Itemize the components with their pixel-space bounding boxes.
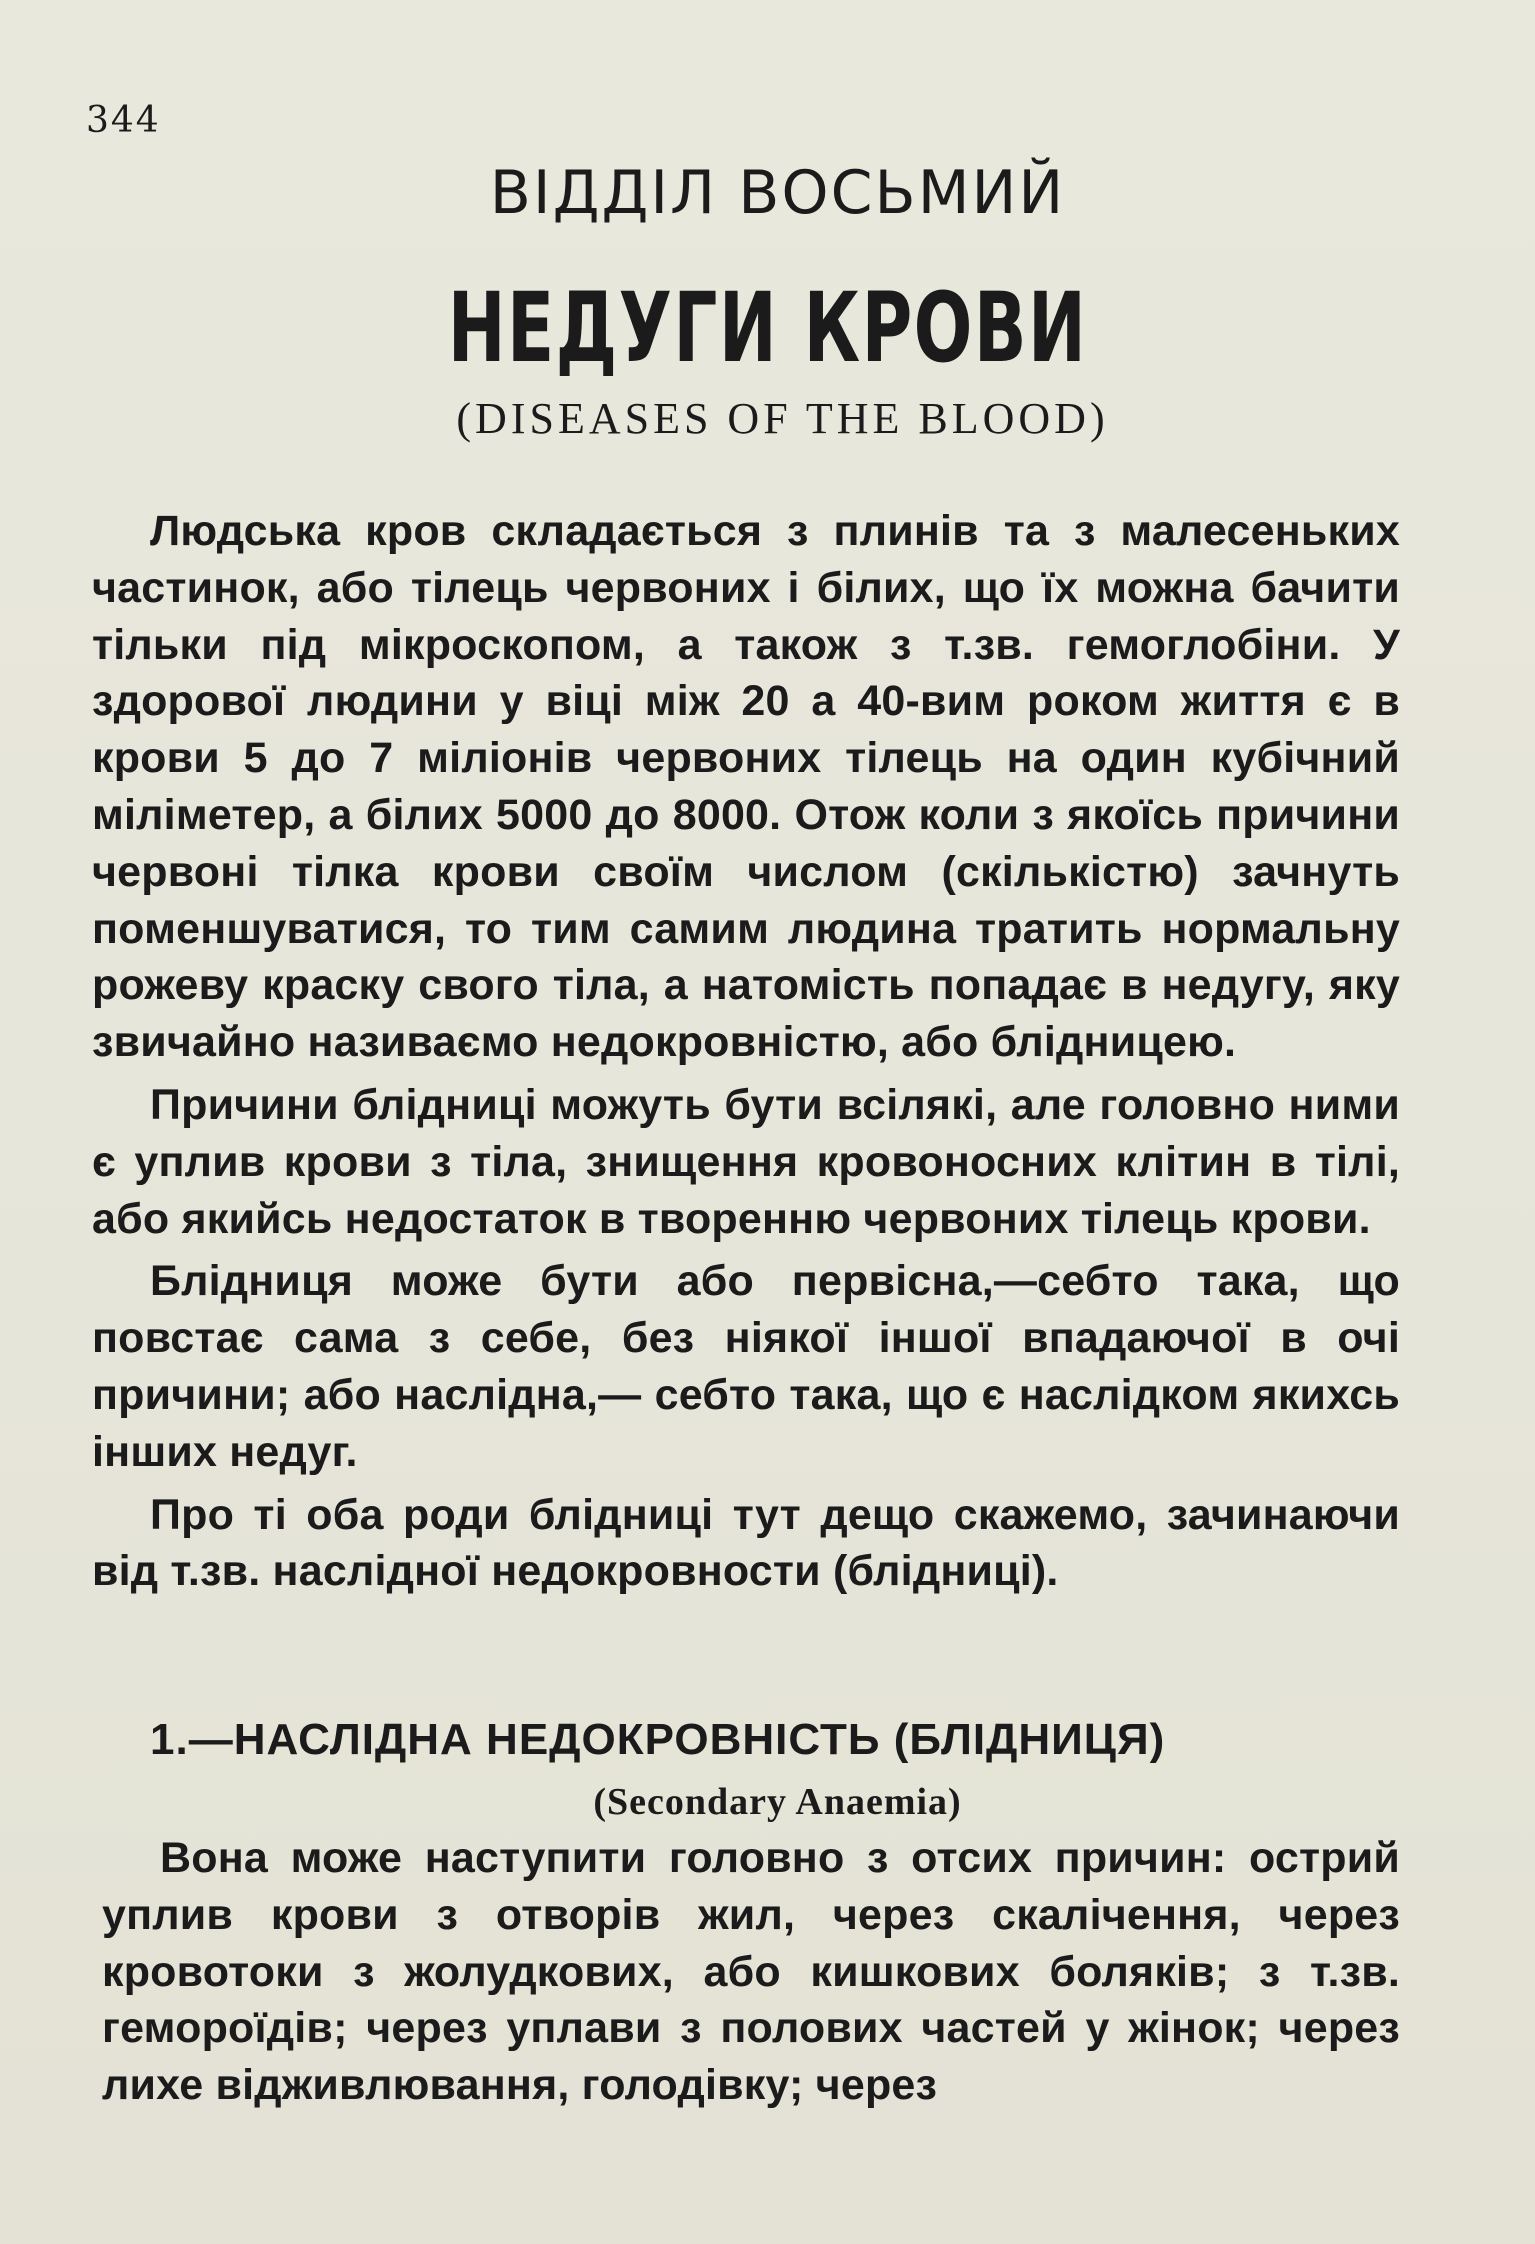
section-subtitle: (Secondary Anaemia): [593, 1781, 962, 1823]
paragraph: Про ті оба роди блідниці тут дещо скажемо, зачинаючи від т.зв. наслідної недокровности (блідниці).: [92, 1490, 1400, 1596]
page-subtitle: (DISEASES OF THE BLOOD): [456, 394, 1109, 443]
section-text: [102, 1830, 1400, 2120]
paragraph: Вона може наступити головно з отсих причин: острий уплив крови з отворів жил, через скалічення, через кровотоки з жолудкових, або кишкових боляків; з т.зв. гемороїдів; через уплави з полових частей у жінок; через лихе відживлювання, голодівку; через: [102, 1834, 1400, 2110]
page-title: НЕДУГИ КРОВИ: [447, 272, 1088, 384]
paragraph: Причини блідниці можуть бути всілякі, але головно ними є уплив крови з тіла, знищення кровоносних клітин в тілі, або якийсь недостаток в творенню червоних тілець крови.: [92, 1080, 1400, 1243]
section-heading: 1.—НАСЛІДНА НЕДОКРОВНІСТЬ (БЛІДНИЦЯ): [150, 1715, 1166, 1764]
paragraph: Людська кров складається з плинів та з малесеньких частинок, або тілець червоних і білих, що їх можна бачити тільки під мікроскопом, а також з т.зв. гемоглобіни. У здорової людини у віці між 20 а 40-вим роком життя є в крови 5 до 7 міліонів червоних тілець на один кубічний міліметер, а білих 5000 до 8000. Отож коли з якоїсь причини червоні тілка крови своїм числом (скількістю) зачнуть поменшуватися, то тим самим людина тратить нормальну рожеву краску свого тіла, а натомість попадає в недугу, яку звичайно називаємо недокровністю, або блідницею.: [92, 507, 1400, 1067]
page-number: 344: [86, 100, 161, 141]
paragraph: Блідниця може бути або первісна,—себто така, що повстає сама з себе, без ніякої іншої впадаючої в очі причини; або наслідна,— себто така, що є наслідком якихсь інших недуг.: [92, 1257, 1400, 1476]
section-label: ВІДДІЛ ВОСЬМИЙ: [489, 158, 1066, 228]
intro-text: [92, 503, 1400, 1606]
